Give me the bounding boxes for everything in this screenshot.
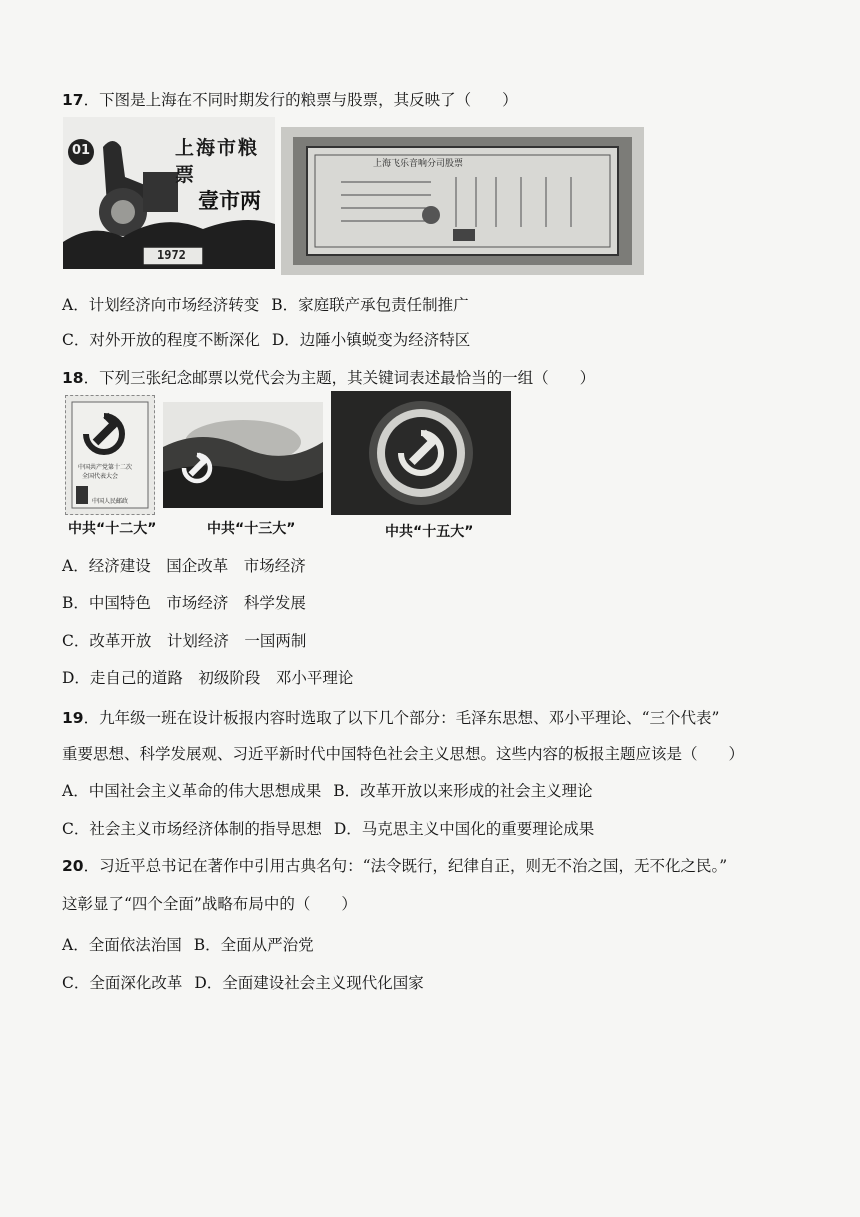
q17-options-row1	[62, 294, 820, 316]
q17-options-row2	[62, 329, 820, 351]
stamp-12th-congress	[65, 395, 155, 515]
q20-options-row2	[62, 972, 820, 994]
q19-stem-line1	[62, 707, 820, 729]
q18-option-b[interactable]: B．中国特色 市场经济 科学发展	[62, 594, 306, 612]
stamp-15th-congress	[331, 391, 511, 515]
q18-number: 18	[62, 369, 84, 387]
q20-stem-text1: ．习近平总书记在著作中引用古典名句：“法令既行，纪律自正，则无不治之国，无不化之民。”	[83, 857, 728, 875]
q19-stem-line2: 重要思想、科学发展观、习近平新时代中国特色社会主义思想。这些内容的板报主题应该是（ ）	[62, 745, 745, 763]
caption-12th: 中共“十二大”	[68, 521, 157, 537]
ration-year: 1972	[157, 248, 186, 262]
q17-option-d[interactable]: D．边陲小镇蜕变为经济特区	[271, 331, 471, 349]
q17-stem	[62, 89, 820, 111]
q17-option-c[interactable]: C．对外开放的程度不断深化	[62, 331, 260, 349]
q19-options-row1	[62, 780, 820, 802]
ration-value: 壹市两	[198, 188, 261, 213]
q19-option-c[interactable]: C．社会主义市场经济体制的指导思想	[62, 820, 322, 838]
caption-15th: 中共“十五大”	[385, 524, 474, 540]
q20-option-d[interactable]: D．全面建设社会主义现代化国家	[194, 974, 424, 992]
stamp-13th-congress	[163, 402, 323, 508]
q19-number: 19	[62, 709, 84, 727]
q20-option-b[interactable]: B．全面从严治党	[193, 936, 314, 954]
caption-13th: 中共“十三大”	[207, 521, 296, 537]
stock-certificate-image	[281, 127, 644, 275]
q19-option-b[interactable]: B．改革开放以来形成的社会主义理论	[333, 782, 593, 800]
q18-option-d[interactable]: D．走自己的道路 初级阶段 邓小平理论	[62, 669, 354, 687]
q17-number: 17	[62, 91, 84, 109]
q18-option-a[interactable]: A．经济建设 国企改革 市场经济	[62, 557, 306, 575]
stamp1-line1: 中国共产党第十二次	[78, 464, 133, 471]
stock-title: 上海飞乐音响分司股票	[373, 159, 464, 169]
q20-option-a[interactable]: A．全面依法治国	[62, 936, 182, 954]
q18-option-c[interactable]: C．改革开放 计划经济 一国两制	[62, 632, 307, 650]
ration-serial: 01	[72, 143, 91, 158]
q17-stem-text: ．下图是上海在不同时期发行的粮票与股票，其反映了（ ）	[83, 91, 518, 109]
q20-stem-line1	[62, 855, 820, 877]
ration-title: 上海市粮票	[175, 137, 260, 186]
q19-option-a[interactable]: A．中国社会主义革命的伟大思想成果	[62, 782, 322, 800]
q20-stem-line2: 这彰显了“四个全面”战略布局中的（ ）	[62, 895, 357, 913]
q19-stem-text1: ．九年级一班在设计板报内容时选取了以下几个部分：毛泽东思想、邓小平理论、“三个代表”	[83, 709, 720, 727]
q19-option-d[interactable]: D．马克思主义中国化的重要理论成果	[333, 820, 595, 838]
q18-stem-text: ．下列三张纪念邮票以党代会为主题，其关键词表述最恰当的一组（ ）	[83, 369, 596, 387]
q20-number: 20	[62, 857, 84, 875]
q20-option-c[interactable]: C．全面深化改革	[62, 974, 183, 992]
stamp1-line2: 全国代表大会	[82, 473, 119, 480]
q17-option-b[interactable]: B．家庭联产承包责任制推广	[271, 296, 469, 314]
q18-stem	[62, 367, 820, 389]
q17-option-a[interactable]: A．计划经济向市场经济转变	[62, 296, 260, 314]
q20-options-row1	[62, 934, 820, 956]
ration-ticket-image	[63, 117, 275, 269]
q19-options-row2	[62, 818, 820, 840]
stamp1-line3: 中国人民邮政	[92, 498, 129, 505]
